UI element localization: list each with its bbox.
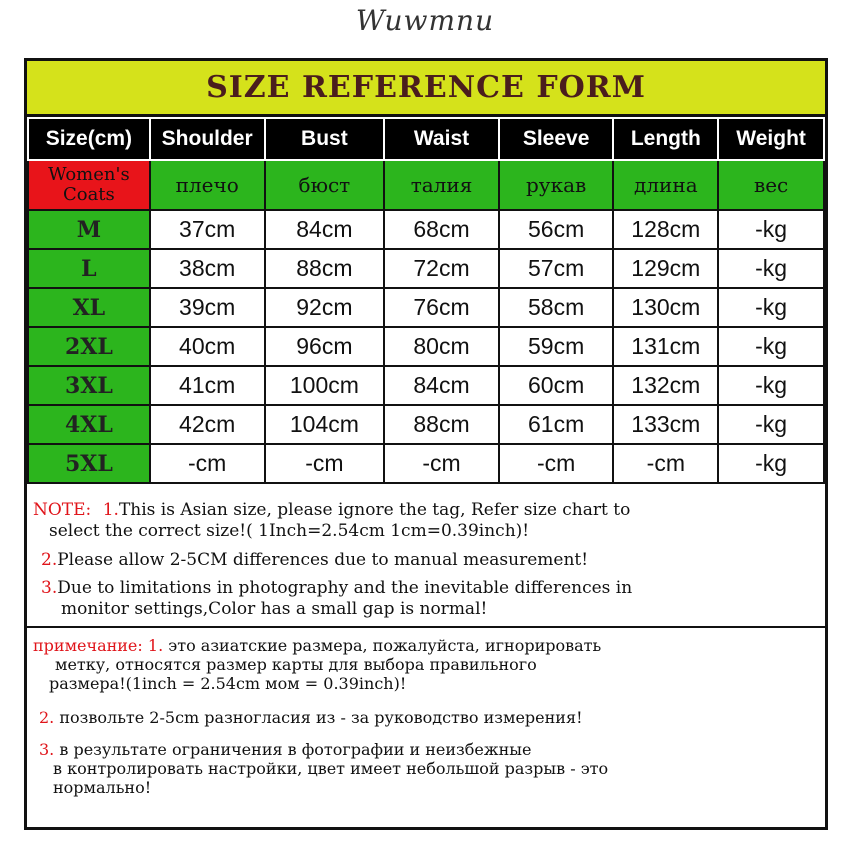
table-cell: 131cm: [613, 327, 718, 366]
table-cell: -kg: [718, 288, 824, 327]
table-cell: 56cm: [499, 210, 614, 249]
note-3: [41, 578, 821, 620]
table-cell: 41cm: [150, 366, 265, 405]
note-text: select the correct size!( 1Inch=2.54cm 1cm=0.39inch)!: [49, 521, 530, 541]
english-notes: [27, 494, 825, 628]
header-shoulder: Shoulder: [150, 118, 265, 160]
table-cell: 88cm: [265, 249, 385, 288]
ru-header-bust: бюст: [265, 160, 385, 210]
table-cell: 39cm: [150, 288, 265, 327]
table-cell: -kg: [718, 366, 824, 405]
size-chart-frame: [24, 58, 828, 830]
note-text: это азиатские размера, пожалуйста, игнорировать: [168, 636, 602, 655]
table-cell: 88cm: [384, 405, 499, 444]
note-number: 1.: [102, 500, 119, 520]
size-cell: 5XL: [28, 444, 150, 483]
page-title: SIZE REFERENCE FORM: [27, 61, 825, 117]
size-cell: M: [28, 210, 150, 249]
ru-header-waist: талия: [384, 160, 499, 210]
ru-note-1: [33, 636, 813, 693]
ru-header-weight: вес: [718, 160, 824, 210]
header-sleeve: Sleeve: [499, 118, 614, 160]
table-row: [28, 288, 824, 327]
note-number: 3.: [39, 740, 55, 759]
womens-coats-label: Women's Coats: [28, 160, 150, 210]
table-cell: 84cm: [265, 210, 385, 249]
note-2: [41, 550, 821, 571]
header-weight: Weight: [718, 118, 824, 160]
table-cell: 132cm: [613, 366, 718, 405]
table-cell: -kg: [718, 405, 824, 444]
table-cell: 80cm: [384, 327, 499, 366]
table-cell: 128cm: [613, 210, 718, 249]
size-cell: XL: [28, 288, 150, 327]
table-cell: -kg: [718, 210, 824, 249]
table-cell: -cm: [499, 444, 614, 483]
ru-header-shoulder: плечо: [150, 160, 265, 210]
table-cell: 100cm: [265, 366, 385, 405]
brand-logo: Wuwmnu: [355, 4, 495, 37]
table-cell: 68cm: [384, 210, 499, 249]
table-cell: 96cm: [265, 327, 385, 366]
table-header-row: [28, 118, 824, 160]
header-length: Length: [613, 118, 718, 160]
table-cell: 129cm: [613, 249, 718, 288]
table-cell: 76cm: [384, 288, 499, 327]
table-cell: 92cm: [265, 288, 385, 327]
note-text: Due to limitations in photography and the inevitable differences in: [57, 578, 633, 598]
size-cell: L: [28, 249, 150, 288]
note-label: NOTE:: [33, 500, 92, 520]
ru-header-sleeve: рукав: [499, 160, 614, 210]
note-text: позвольте 2-5cm разногласия из - за руководство измерения!: [59, 708, 583, 727]
table-row: [28, 444, 824, 483]
table-cell: 59cm: [499, 327, 614, 366]
size-cell: 3XL: [28, 366, 150, 405]
note-number: 2.: [41, 550, 58, 570]
size-cell: 2XL: [28, 327, 150, 366]
note-text: метку, относятся размер карты для выбора правильного: [55, 655, 537, 674]
header-size: Size(cm): [28, 118, 150, 160]
size-table: [27, 117, 825, 484]
russian-header-row: [28, 160, 824, 210]
table-row: [28, 366, 824, 405]
table-cell: 38cm: [150, 249, 265, 288]
table-cell: 84cm: [384, 366, 499, 405]
size-cell: 4XL: [28, 405, 150, 444]
table-row: [28, 249, 824, 288]
table-cell: -cm: [384, 444, 499, 483]
table-row: [28, 405, 824, 444]
table-cell: -cm: [150, 444, 265, 483]
ru-note-3: [39, 740, 819, 797]
table-cell: 57cm: [499, 249, 614, 288]
table-cell: 58cm: [499, 288, 614, 327]
table-cell: 104cm: [265, 405, 385, 444]
table-cell: 130cm: [613, 288, 718, 327]
header-waist: Waist: [384, 118, 499, 160]
note-number: 1.: [147, 636, 164, 655]
note-1: [33, 500, 813, 542]
note-text: размера!(1inch = 2.54cm мом = 0.39inch)!: [49, 674, 407, 693]
note-number: 2.: [39, 708, 55, 727]
note-text: в контролировать настройки, цвет имеет небольшой разрыв - это: [53, 759, 609, 778]
note-text: This is Asian size, please ignore the tag, Refer size chart to: [118, 500, 631, 520]
note-text: Please allow 2-5CM differences due to manual measurement!: [57, 550, 589, 570]
note-text: в результате ограничения в фотографии и неизбежные: [59, 740, 532, 759]
table-cell: 42cm: [150, 405, 265, 444]
table-cell: 133cm: [613, 405, 718, 444]
ru-note-2: [39, 708, 819, 727]
note-text: нормально!: [53, 778, 152, 797]
note-number: 3.: [41, 578, 58, 598]
table-row: [28, 210, 824, 249]
table-cell: 61cm: [499, 405, 614, 444]
note-text: monitor settings,Color has a small gap is normal!: [61, 599, 488, 619]
header-bust: Bust: [265, 118, 385, 160]
ru-header-length: длина: [613, 160, 718, 210]
table-row: [28, 327, 824, 366]
table-cell: 60cm: [499, 366, 614, 405]
table-cell: -kg: [718, 444, 824, 483]
table-cell: 40cm: [150, 327, 265, 366]
table-cell: -kg: [718, 249, 824, 288]
table-cell: -kg: [718, 327, 824, 366]
table-cell: -cm: [265, 444, 385, 483]
table-cell: 72cm: [384, 249, 499, 288]
ru-note-label: примечание:: [33, 636, 143, 655]
table-cell: -cm: [613, 444, 718, 483]
table-cell: 37cm: [150, 210, 265, 249]
